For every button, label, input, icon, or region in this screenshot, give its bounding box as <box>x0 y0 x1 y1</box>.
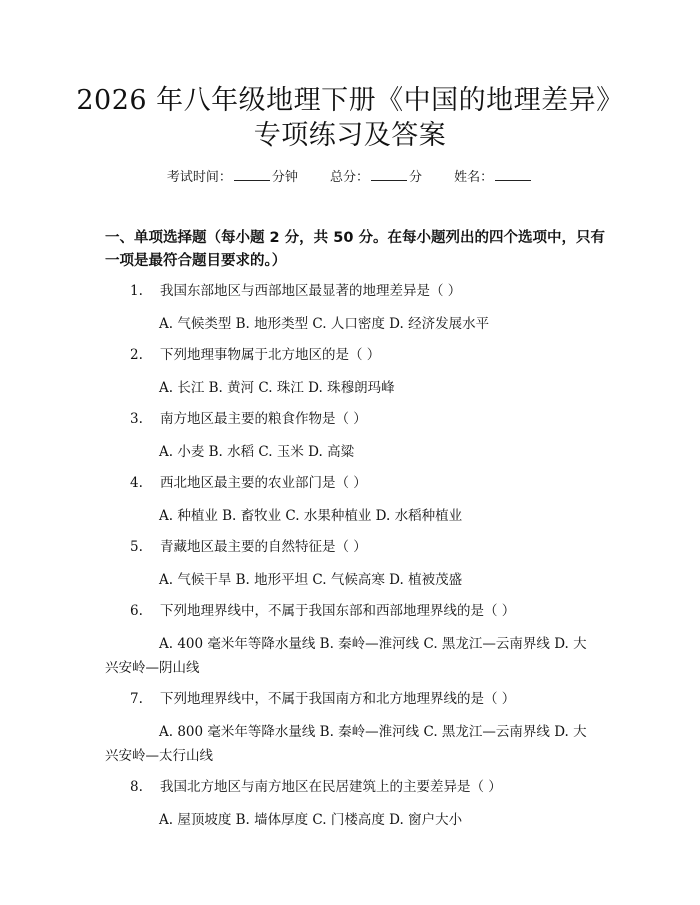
question-stem: 南方地区最主要的粮食作物是（ ） <box>160 411 367 427</box>
question-number: 6. <box>130 603 143 619</box>
name-field <box>454 170 533 185</box>
question-5-options: A. 气候干旱 B. 地形平坦 C. 气候高寒 D. 植被茂盛 <box>159 572 463 588</box>
question-stem: 青藏地区最主要的自然特征是（ ） <box>160 539 367 555</box>
time-unit: 分钟 <box>271 170 298 185</box>
question-number: 4. <box>130 475 143 491</box>
question-stem: 我国东部地区与西部地区最显著的地理差异是（ ） <box>160 283 462 299</box>
question-1-options: A. 气候类型 B. 地形类型 C. 人口密度 D. 经济发展水平 <box>159 316 490 332</box>
question-stem: 下列地理界线中，不属于我国东部和西部地理界线的是（ ） <box>160 603 516 619</box>
question-4-options: A. 种植业 B. 畜牧业 C. 水果种植业 D. 水稻种植业 <box>159 508 463 524</box>
score-field <box>330 170 426 185</box>
page-title: 2026 年八年级地理下册《中国的地理差异》 <box>76 85 624 116</box>
question-7-options: A. 800 毫米年等降水量线 B. 秦岭—淮河线 C. 黑龙江—云南界线 D. 大兴安岭—太行山线 <box>105 724 587 764</box>
exam-meta <box>0 168 700 188</box>
score-blank[interactable] <box>371 168 407 181</box>
question-number: 5. <box>130 539 143 555</box>
time-field <box>167 170 302 185</box>
name-blank[interactable] <box>495 168 531 181</box>
question-number: 2. <box>130 347 143 363</box>
question-3-options: A. 小麦 B. 水稻 C. 玉米 D. 高粱 <box>159 444 355 460</box>
question-number: 3. <box>130 411 143 427</box>
name-label: 姓名： <box>454 170 494 185</box>
score-label: 总分： <box>329 170 369 185</box>
question-2-options: A. 长江 B. 黄河 C. 珠江 D. 珠穆朗玛峰 <box>159 380 395 396</box>
page-subtitle: 专项练习及答案 <box>253 120 447 151</box>
question-number: 7. <box>130 691 143 707</box>
question-stem: 我国北方地区与南方地区在民居建筑上的主要差异是（ ） <box>160 779 502 795</box>
question-number: 8. <box>130 779 143 795</box>
question-number: 1. <box>130 283 143 299</box>
question-stem: 下列地理界线中，不属于我国南方和北方地理界线的是（ ） <box>160 691 516 707</box>
time-label: 考试时间： <box>166 170 232 185</box>
question-6-options: A. 400 毫米年等降水量线 B. 秦岭—淮河线 C. 黑龙江—云南界线 D. 大兴安岭—阴山线 <box>105 636 587 676</box>
question-8-options: A. 屋顶坡度 B. 墙体厚度 C. 门楼高度 D. 窗户大小 <box>159 812 463 828</box>
score-unit: 分 <box>409 170 423 185</box>
time-blank[interactable] <box>234 168 270 181</box>
section-heading: 一、单项选择题（每小题 2 分，共 50 分。在每小题列出的四个选项中，只有一项是最符合题目要求的。） <box>105 230 605 269</box>
question-stem: 下列地理事物属于北方地区的是（ ） <box>160 347 381 363</box>
question-stem: 西北地区最主要的农业部门是（ ） <box>160 475 367 491</box>
